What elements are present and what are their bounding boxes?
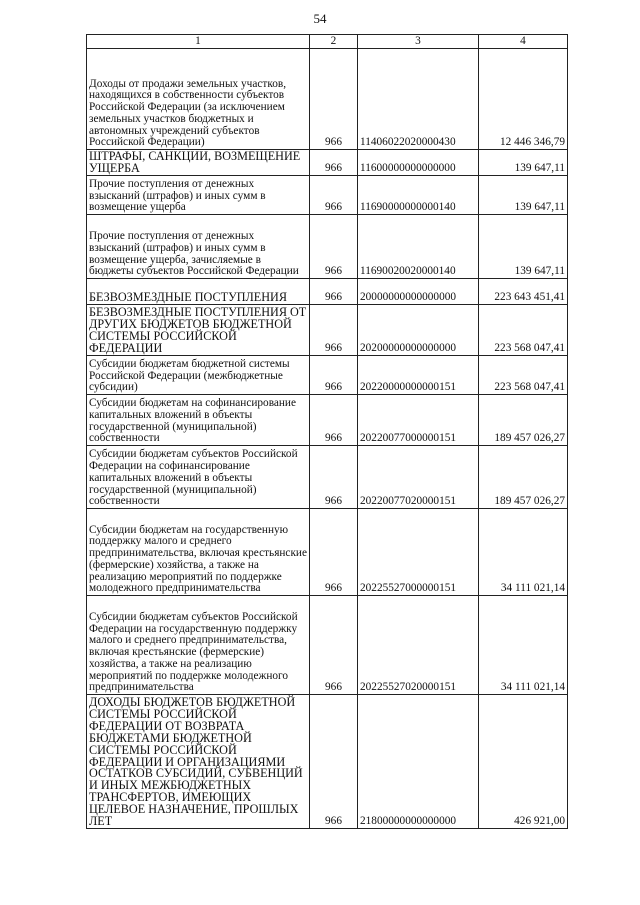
row-amount: 139 647,11 (479, 215, 568, 279)
row-budget-code: 20000000000000000 (358, 279, 479, 305)
row-name: ШТРАФЫ, САНКЦИИ, ВОЗМЕЩЕНИЕ УЩЕРБА (87, 150, 310, 176)
row-admin-code: 966 (310, 695, 358, 829)
row-amount: 426 921,00 (479, 695, 568, 829)
row-budget-code: 20220000000000151 (358, 356, 479, 395)
row-name: БЕЗВОЗМЕЗДНЫЕ ПОСТУПЛЕНИЯ (87, 279, 310, 305)
table-row (87, 279, 568, 305)
row-budget-code: 20225527000000151 (358, 509, 479, 596)
row-admin-code: 966 (310, 150, 358, 176)
column-header-3: 3 (358, 35, 479, 49)
row-admin-code: 966 (310, 446, 358, 509)
row-admin-code: 966 (310, 215, 358, 279)
table-row (87, 596, 568, 695)
row-budget-code: 20220077020000151 (358, 446, 479, 509)
row-amount: 223 568 047,41 (479, 356, 568, 395)
row-budget-code: 11690000000000140 (358, 176, 479, 215)
row-name: Субсидии бюджетам субъектов Российской Федерации на софинансирование капитальных вложений в объекты государственной (муниципальной) собственности (87, 446, 310, 509)
table-row (87, 395, 568, 446)
row-budget-code: 11600000000000000 (358, 150, 479, 176)
table-header-row (87, 35, 568, 49)
row-admin-code: 966 (310, 49, 358, 150)
row-name: Прочие поступления от денежных взысканий (штрафов) и иных сумм в возмещение ущерба (87, 176, 310, 215)
row-admin-code: 966 (310, 356, 358, 395)
row-name: Доходы от продажи земельных участков, находящихся в собственности субъектов Российской Федерации (за исключением земельных участков бюджетных и автономных учреждений субъектов Российской Федерации) (87, 49, 310, 150)
row-amount: 223 568 047,41 (479, 305, 568, 356)
row-name: Субсидии бюджетам бюджетной системы Российской Федерации (межбюджетные субсидии) (87, 356, 310, 395)
row-admin-code: 966 (310, 509, 358, 596)
row-admin-code: 966 (310, 305, 358, 356)
row-budget-code: 21800000000000000 (358, 695, 479, 829)
table-row (87, 695, 568, 829)
row-amount: 12 446 346,79 (479, 49, 568, 150)
row-admin-code: 966 (310, 395, 358, 446)
row-name: Субсидии бюджетам субъектов Российской Федерации на государственную поддержку малого и среднего предпринимательства, включая крестьянские (фермерские) хозяйства, а также на реализацию мероприятий по поддержке молодежного предпринимательства (87, 596, 310, 695)
row-name: БЕЗВОЗМЕЗДНЫЕ ПОСТУПЛЕНИЯ ОТ ДРУГИХ БЮДЖЕТОВ БЮДЖЕТНОЙ СИСТЕМЫ РОССИЙСКОЙ ФЕДЕРАЦИИ (87, 305, 310, 356)
row-name: Прочие поступления от денежных взысканий (штрафов) и иных сумм в возмещение ущерба, зачисляемые в бюджеты субъектов Российской Федерации (87, 215, 310, 279)
table-row (87, 150, 568, 176)
table-row (87, 49, 568, 150)
row-admin-code: 966 (310, 279, 358, 305)
table-row (87, 305, 568, 356)
row-budget-code: 20220077000000151 (358, 395, 479, 446)
table-row (87, 356, 568, 395)
column-header-4: 4 (479, 35, 568, 49)
row-amount: 139 647,11 (479, 176, 568, 215)
row-budget-code: 11690020020000140 (358, 215, 479, 279)
row-name: Субсидии бюджетам на софинансирование капитальных вложений в объекты государственной (муниципальной) собственности (87, 395, 310, 446)
row-budget-code: 11406022020000430 (358, 49, 479, 150)
row-admin-code: 966 (310, 176, 358, 215)
row-amount: 139 647,11 (479, 150, 568, 176)
table-row (87, 215, 568, 279)
row-amount: 34 111 021,14 (479, 596, 568, 695)
table-row (87, 446, 568, 509)
row-amount: 223 643 451,41 (479, 279, 568, 305)
row-name: Субсидии бюджетам на государственную поддержку малого и среднего предпринимательства, включая крестьянские (фермерские) хозяйства, а также на реализацию мероприятий по поддержке молодежного предпринимательства (87, 509, 310, 596)
row-amount: 189 457 026,27 (479, 446, 568, 509)
row-name: ДОХОДЫ БЮДЖЕТОВ БЮДЖЕТНОЙ СИСТЕМЫ РОССИЙСКОЙ ФЕДЕРАЦИИ ОТ ВОЗВРАТА БЮДЖЕТАМИ БЮДЖЕТНОЙ СИСТЕМЫ РОССИЙСКОЙ ФЕДЕРАЦИИ И ОРГАНИЗАЦИЯМИ ОСТАТКОВ СУБСИДИЙ, СУБВЕНЦИЙ И ИНЫХ МЕЖБЮДЖЕТНЫХ ТРАНСФЕРТОВ, ИМЕЮЩИХ ЦЕЛЕВОЕ НАЗНАЧЕНИЕ, ПРОШЛЫХ ЛЕТ (87, 695, 310, 829)
table-row (87, 509, 568, 596)
row-admin-code: 966 (310, 596, 358, 695)
page-number: 54 (313, 11, 327, 26)
row-amount: 189 457 026,27 (479, 395, 568, 446)
revenue-table (86, 34, 568, 829)
row-budget-code: 20200000000000000 (358, 305, 479, 356)
column-header-1: 1 (87, 35, 310, 49)
table-row (87, 176, 568, 215)
row-budget-code: 20225527020000151 (358, 596, 479, 695)
column-header-2: 2 (310, 35, 358, 49)
row-amount: 34 111 021,14 (479, 509, 568, 596)
